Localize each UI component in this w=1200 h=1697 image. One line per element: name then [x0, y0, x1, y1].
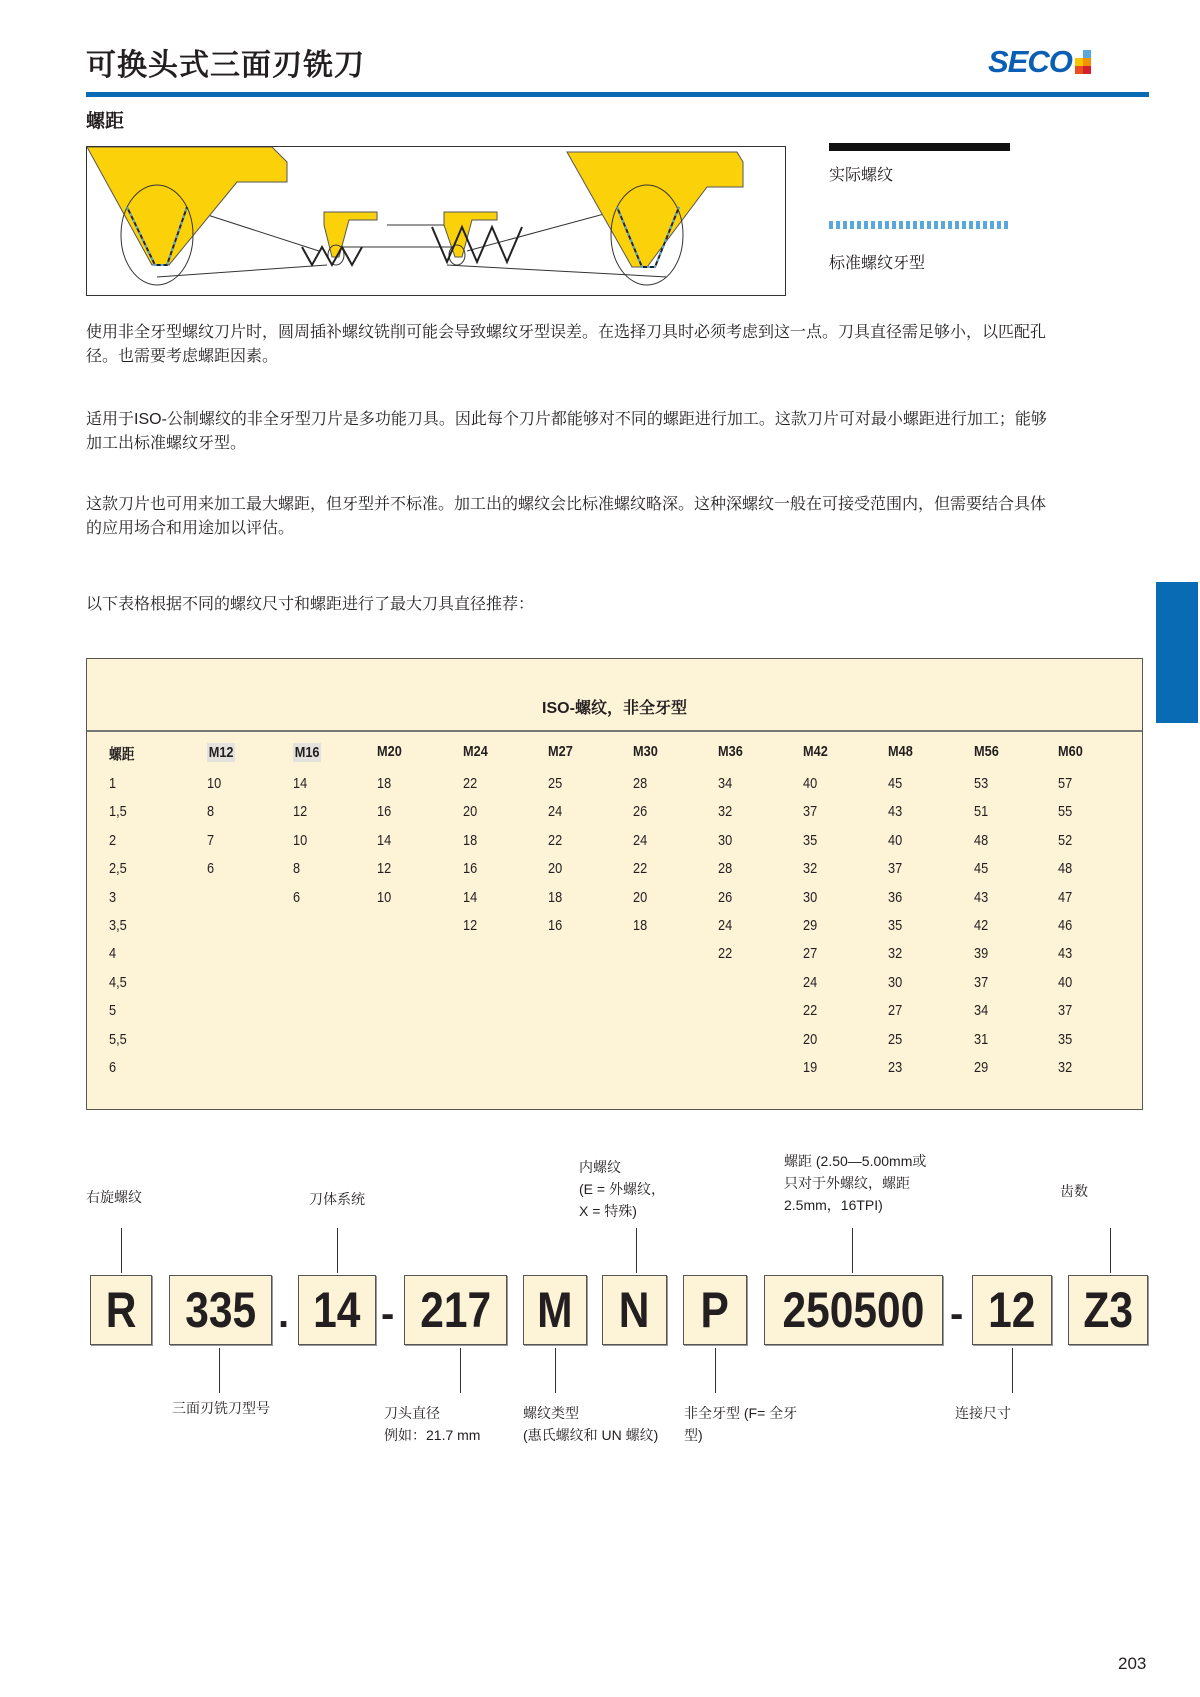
- diameter-cell: 51: [974, 803, 989, 821]
- pitch-cell: 1,5: [109, 803, 127, 821]
- diameter-cell: 52: [1058, 831, 1073, 849]
- leader-line: [852, 1228, 853, 1273]
- code-separator: .: [278, 1292, 290, 1336]
- diameter-cell: 40: [888, 831, 903, 849]
- header-m42: M42: [803, 743, 828, 760]
- pitch-cell: 1: [109, 775, 117, 792]
- label-line: 只对于外螺纹，螺距: [784, 1175, 910, 1191]
- header-m24: M24: [463, 743, 488, 760]
- pitch-cell: 3: [109, 888, 117, 906]
- label-line: 螺纹类型: [523, 1405, 579, 1421]
- label-line: (惠氏螺纹和 UN 螺纹): [523, 1427, 659, 1443]
- diameter-cell: 18: [633, 917, 648, 934]
- diameter-cell: 12: [377, 860, 392, 878]
- diameter-cell: 7: [207, 831, 215, 849]
- diameter-cell: 32: [888, 945, 903, 963]
- diameter-cell: 35: [888, 917, 903, 934]
- paragraph-line: 的应用场合和用途加以评估。: [86, 520, 295, 537]
- diameter-cell: 30: [803, 888, 818, 906]
- diameter-cell: 36: [888, 888, 903, 906]
- diameter-cell: 30: [888, 973, 903, 991]
- label-line: 螺距 (2.50—5.00mm或: [784, 1153, 927, 1169]
- diameter-cell: 18: [463, 831, 478, 849]
- diameter-cell: 47: [1058, 888, 1073, 906]
- code-box-pitch: 250500: [764, 1275, 943, 1345]
- header-m12: M12: [208, 744, 234, 761]
- pitch-cell: 2: [109, 831, 117, 849]
- diameter-cell: 10: [293, 831, 308, 849]
- diameter-cell: 34: [974, 1002, 989, 1020]
- header-m56: M56: [974, 743, 999, 760]
- diameter-cell: 34: [718, 775, 733, 792]
- label-diameter: [384, 1402, 480, 1446]
- code-box-model: 335: [169, 1275, 272, 1345]
- legend-actual-line: [829, 143, 1010, 151]
- label-pitch: [784, 1150, 926, 1216]
- leader-line: [636, 1228, 637, 1273]
- paragraph-4: [86, 593, 1146, 617]
- leader-line: [555, 1348, 556, 1393]
- diameter-cell: 25: [888, 1030, 903, 1048]
- diameter-cell: 8: [293, 860, 301, 878]
- seco-logo: [988, 46, 1091, 78]
- pitch-cell: 4: [109, 945, 117, 963]
- paragraph-2: [86, 408, 1146, 456]
- diameter-cell: 31: [974, 1030, 989, 1048]
- diameter-cell: 20: [548, 860, 563, 878]
- diameter-cell: 45: [974, 860, 989, 878]
- leader-line: [121, 1228, 122, 1273]
- diameter-cell: 10: [377, 888, 392, 906]
- diameter-cell: 27: [803, 945, 818, 963]
- legend-actual-label: 实际螺纹: [829, 167, 894, 184]
- label-line: 例如：21.7 mm: [384, 1427, 481, 1443]
- label-line: 非全牙型 (F= 全牙: [684, 1405, 798, 1421]
- label-internal: [579, 1156, 665, 1222]
- header-m16: M16: [294, 744, 320, 761]
- pitch-cell: 5,5: [109, 1030, 127, 1048]
- table-divider: [87, 730, 1142, 732]
- leader-line: [1012, 1348, 1013, 1393]
- leader-line: [219, 1348, 220, 1393]
- label-teeth: 齿数: [1060, 1183, 1088, 1199]
- diameter-cell: 14: [463, 888, 478, 906]
- diameter-cell: 6: [293, 888, 301, 906]
- label-line: 型): [684, 1427, 703, 1443]
- pitch-cell: 6: [109, 1059, 117, 1076]
- thread-illustration: [87, 147, 785, 295]
- header-m36: M36: [718, 743, 743, 760]
- code-box-profile: P: [683, 1275, 747, 1345]
- paragraph-line: 以下表格根据不同的螺纹尺寸和螺距进行了最大刀具直径推荐：: [86, 596, 535, 613]
- diameter-cell: 22: [548, 831, 563, 849]
- header-m48: M48: [888, 743, 913, 760]
- diameter-cell: 26: [633, 803, 648, 821]
- code-box-connection: 12: [972, 1275, 1052, 1345]
- diameter-cell: 24: [633, 831, 648, 849]
- code-separator: -: [950, 1292, 964, 1336]
- page-number: 203: [1118, 1654, 1147, 1673]
- diameter-cell: 19: [803, 1059, 818, 1076]
- diameter-cell: 48: [974, 831, 989, 849]
- code-box-thread-type: M: [523, 1275, 587, 1345]
- diameter-cell: 22: [718, 945, 733, 963]
- diameter-cell: 12: [293, 803, 308, 821]
- code-box-teeth: Z3: [1068, 1275, 1148, 1345]
- header-pitch: 螺距: [109, 746, 135, 763]
- diameter-cell: 45: [888, 775, 903, 792]
- diameter-cell: 20: [633, 888, 648, 906]
- leader-line: [460, 1348, 461, 1393]
- label-thread-type: [523, 1402, 658, 1446]
- diameter-cell: 20: [463, 803, 478, 821]
- leader-line: [337, 1228, 338, 1273]
- diameter-cell: 32: [718, 803, 733, 821]
- label-model: 三面刃铣刀型号: [172, 1400, 270, 1416]
- diameter-cell: 32: [1058, 1059, 1073, 1076]
- paragraph-1: [86, 321, 1146, 369]
- diameter-cell: 18: [548, 888, 563, 906]
- paragraph-line: 径。也需要考虑螺距因素。: [86, 348, 279, 365]
- diameter-cell: 37: [803, 803, 818, 821]
- diameter-cell: 55: [1058, 803, 1073, 821]
- label-profile: [684, 1402, 797, 1446]
- diameter-cell: 46: [1058, 917, 1073, 934]
- diameter-cell: 23: [888, 1059, 903, 1076]
- page-title: 可换头式三面刃铣刀: [86, 49, 365, 82]
- pitch-cell: 2,5: [109, 860, 127, 878]
- diameter-cell: 43: [1058, 945, 1073, 963]
- section-heading: 螺距: [86, 111, 125, 132]
- header-m30: M30: [633, 743, 658, 760]
- thread-pitch-diagram: [86, 146, 786, 296]
- diameter-cell: 40: [1058, 973, 1073, 991]
- logo-squares-icon: [1075, 50, 1091, 74]
- diameter-cell: 12: [463, 917, 478, 934]
- diameter-cell: 40: [803, 775, 818, 792]
- diameter-cell: 39: [974, 945, 989, 963]
- diameter-cell: 16: [548, 917, 563, 934]
- label-line: 2.5mm，16TPI): [784, 1197, 883, 1213]
- diameter-cell: 43: [888, 803, 903, 821]
- diameter-cell: 10: [207, 775, 222, 792]
- label-connection: 连接尺寸: [955, 1405, 1011, 1421]
- label-line: X = 特殊): [579, 1203, 637, 1219]
- diameter-cell: 29: [803, 917, 818, 934]
- logo-text: SECO: [988, 44, 1072, 79]
- pitch-cell: 3,5: [109, 917, 127, 934]
- diameter-cell: 29: [974, 1059, 989, 1076]
- code-box-internal: N: [602, 1275, 667, 1345]
- label-line: 内螺纹: [579, 1159, 621, 1175]
- label-line: (E = 外螺纹，: [579, 1181, 665, 1197]
- code-separator: -: [381, 1292, 395, 1336]
- diameter-cell: 37: [974, 973, 989, 991]
- diameter-cell: 22: [633, 860, 648, 878]
- diameter-cell: 18: [377, 775, 392, 792]
- header-m20: M20: [377, 743, 402, 760]
- diameter-cell: 24: [548, 803, 563, 821]
- paragraph-line: 适用于ISO-公制螺纹的非全牙型刀片是多功能刀具。因此每个刀片都能够对不同的螺距进行加工。这款刀片可对最小螺距进行加工；能够: [86, 411, 1047, 428]
- diameter-cell: 14: [377, 831, 392, 849]
- diameter-cell: 43: [974, 888, 989, 906]
- header-m27: M27: [548, 743, 573, 760]
- diameter-cell: 48: [1058, 860, 1073, 878]
- diameter-cell: 37: [888, 860, 903, 878]
- code-box-hand: R: [90, 1275, 152, 1345]
- pitch-cell: 5: [109, 1002, 117, 1020]
- diameter-cell: 27: [888, 1002, 903, 1020]
- label-line: 刀头直径: [384, 1405, 440, 1421]
- diameter-cell: 35: [1058, 1030, 1073, 1048]
- code-box-diameter: 217: [404, 1275, 507, 1345]
- legend-standard-line: [829, 221, 1010, 229]
- pitch-cell: 4,5: [109, 973, 127, 991]
- diameter-cell: 24: [803, 973, 818, 991]
- table-title: ISO-螺纹，非全牙型: [542, 700, 687, 717]
- diameter-cell: 6: [207, 860, 215, 878]
- diameter-cell: 53: [974, 775, 989, 792]
- leader-line: [715, 1348, 716, 1393]
- paragraph-line: 使用非全牙型螺纹刀片时，圆周插补螺纹铣削可能会导致螺纹牙型误差。在选择刀具时必须考虑到这一点。刀具直径需足够小，以匹配孔: [86, 324, 1047, 341]
- diameter-cell: 30: [718, 831, 733, 849]
- diameter-cell: 28: [718, 860, 733, 878]
- paragraph-line: 这款刀片也可用来加工最大螺距，但牙型并不标准。加工出的螺纹会比标准螺纹略深。这种深螺纹一般在可接受范围内，但需要结合具体: [86, 496, 1047, 513]
- label-body-system: 刀体系统: [309, 1191, 365, 1207]
- section-side-tab[interactable]: [1156, 582, 1198, 723]
- diameter-cell: 25: [548, 775, 563, 792]
- diameter-cell: 8: [207, 803, 215, 821]
- legend-standard-label: 标准螺纹牙型: [829, 255, 926, 272]
- diameter-cell: 16: [377, 803, 392, 821]
- diameter-cell: 14: [293, 775, 308, 792]
- header-m60: M60: [1058, 743, 1083, 760]
- diameter-cell: 37: [1058, 1002, 1073, 1020]
- diameter-cell: 32: [803, 860, 818, 878]
- diameter-cell: 20: [803, 1030, 818, 1048]
- paragraph-line: 加工出标准螺纹牙型。: [86, 435, 247, 452]
- diameter-cell: 22: [803, 1002, 818, 1020]
- diameter-cell: 26: [718, 888, 733, 906]
- leader-line: [1110, 1228, 1111, 1273]
- diameter-cell: 22: [463, 775, 478, 792]
- diameter-cell: 24: [718, 917, 733, 934]
- diameter-table: [86, 658, 1143, 1110]
- paragraph-3: [86, 493, 1146, 541]
- header-rule: [86, 92, 1149, 97]
- diameter-cell: 28: [633, 775, 648, 792]
- diameter-cell: 42: [974, 917, 989, 934]
- label-hand: 右旋螺纹: [86, 1189, 142, 1205]
- diameter-cell: 57: [1058, 775, 1073, 792]
- diameter-cell: 35: [803, 831, 818, 849]
- code-box-body-system: 14: [298, 1275, 376, 1345]
- diameter-cell: 16: [463, 860, 478, 878]
